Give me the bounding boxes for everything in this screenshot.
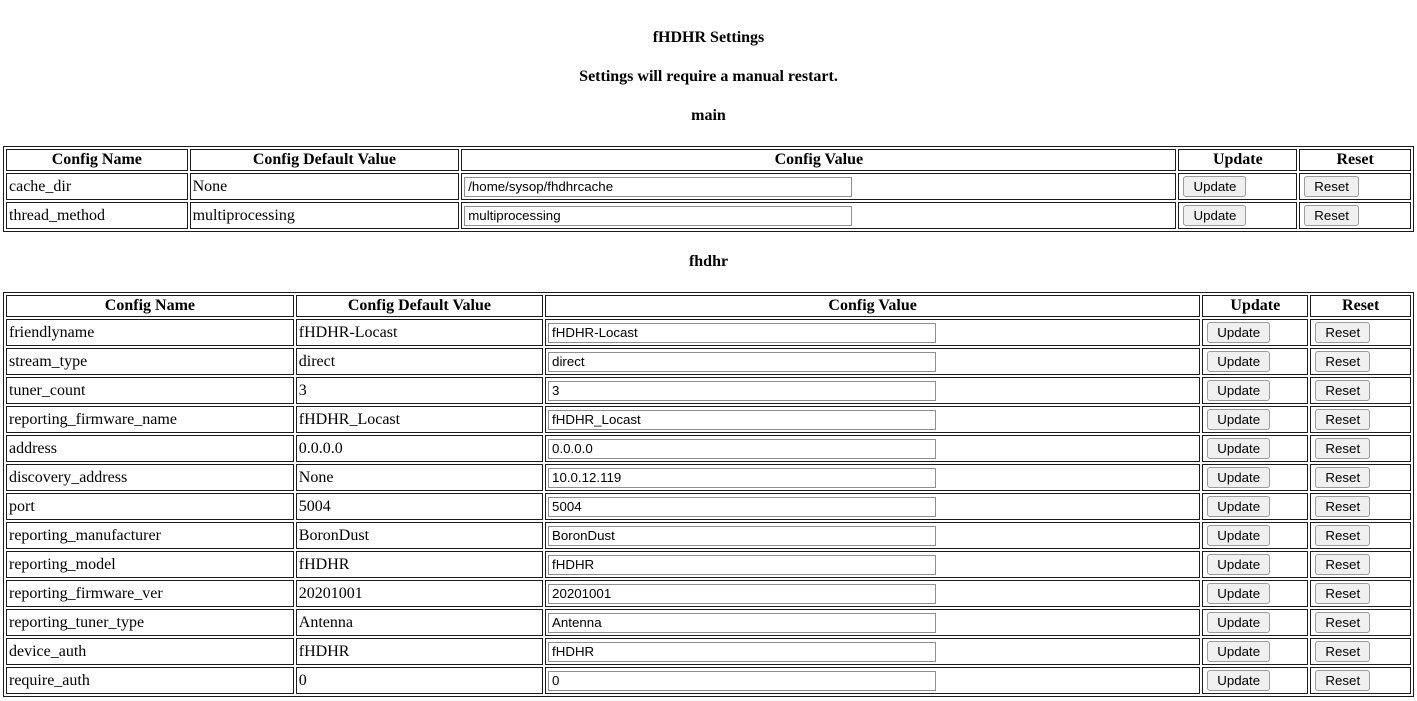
reset-cell (1310, 609, 1411, 636)
reset-cell (1310, 406, 1411, 433)
config-row (6, 435, 1411, 462)
section-title: main (691, 107, 726, 124)
reset-cell (1310, 522, 1411, 549)
update-button[interactable]: Update (1207, 351, 1270, 372)
config-value-cell (545, 319, 1200, 346)
column-header-reset: Reset (1310, 295, 1411, 317)
reset-cell (1310, 493, 1411, 520)
config-name: device_auth (6, 638, 294, 665)
config-value-cell (545, 435, 1200, 462)
config-row (6, 377, 1411, 404)
reset-button[interactable]: Reset (1315, 438, 1370, 459)
update-button[interactable]: Update (1207, 438, 1270, 459)
reset-cell (1310, 435, 1411, 462)
update-cell (1202, 319, 1308, 346)
config-value-input[interactable] (548, 381, 936, 401)
reset-button[interactable]: Reset (1304, 176, 1359, 197)
reset-cell (1310, 638, 1411, 665)
reset-button[interactable]: Reset (1315, 612, 1370, 633)
reset-button[interactable]: Reset (1315, 583, 1370, 604)
update-cell (1178, 202, 1297, 229)
update-cell (1202, 638, 1308, 665)
config-default-value: 3 (296, 377, 543, 404)
config-row (6, 522, 1411, 549)
update-cell (1202, 493, 1308, 520)
reset-cell (1310, 580, 1411, 607)
config-value-input[interactable] (464, 206, 852, 226)
update-button[interactable]: Update (1207, 380, 1270, 401)
config-value-input[interactable] (548, 613, 936, 633)
config-row (6, 667, 1411, 694)
update-cell (1202, 377, 1308, 404)
update-button[interactable]: Update (1207, 612, 1270, 633)
column-header-update: Update (1202, 295, 1308, 317)
column-header-reset: Reset (1299, 149, 1411, 171)
config-value-input[interactable] (464, 177, 852, 197)
config-row (6, 319, 1411, 346)
reset-button[interactable]: Reset (1315, 380, 1370, 401)
column-header-update: Update (1178, 149, 1297, 171)
update-cell (1202, 609, 1308, 636)
update-cell (1202, 580, 1308, 607)
config-value-cell (545, 638, 1200, 665)
update-cell (1202, 522, 1308, 549)
config-name: friendlyname (6, 319, 294, 346)
config-default-value: Antenna (296, 609, 543, 636)
config-name: reporting_manufacturer (6, 522, 294, 549)
update-button[interactable]: Update (1207, 409, 1270, 430)
config-value-cell (545, 406, 1200, 433)
reset-button[interactable]: Reset (1315, 670, 1370, 691)
config-value-input[interactable] (548, 439, 936, 459)
reset-cell (1310, 348, 1411, 375)
config-name: tuner_count (6, 377, 294, 404)
config-name: address (6, 435, 294, 462)
config-value-input[interactable] (548, 642, 936, 662)
reset-button[interactable]: Reset (1315, 525, 1370, 546)
config-default-value: fHDHR_Locast (296, 406, 543, 433)
reset-cell (1310, 377, 1411, 404)
config-name: thread_method (6, 202, 188, 229)
update-button[interactable]: Update (1207, 641, 1270, 662)
page-subtitle: Settings will require a manual restart. (579, 68, 838, 85)
config-default-value: None (296, 464, 543, 491)
update-button[interactable]: Update (1207, 670, 1270, 691)
column-header-config-default-value: Config Default Value (296, 295, 543, 317)
reset-button[interactable]: Reset (1304, 205, 1359, 226)
reset-cell (1299, 173, 1411, 200)
config-table (3, 292, 1414, 697)
config-name: require_auth (6, 667, 294, 694)
config-default-value: 20201001 (296, 580, 543, 607)
config-value-input[interactable] (548, 671, 936, 691)
reset-cell (1310, 551, 1411, 578)
config-row (6, 348, 1411, 375)
config-default-value: None (190, 173, 460, 200)
config-value-cell (545, 580, 1200, 607)
reset-button[interactable]: Reset (1315, 409, 1370, 430)
config-value-input[interactable] (548, 352, 936, 372)
config-table (3, 146, 1414, 232)
config-value-input[interactable] (548, 555, 936, 575)
config-value-cell (545, 348, 1200, 375)
update-cell (1202, 464, 1308, 491)
sections (3, 107, 1414, 697)
config-value-input[interactable] (548, 584, 936, 604)
config-row (6, 406, 1411, 433)
update-cell (1202, 667, 1308, 694)
update-button[interactable]: Update (1207, 583, 1270, 604)
config-default-value: multiprocessing (190, 202, 460, 229)
reset-cell (1310, 319, 1411, 346)
reset-button[interactable]: Reset (1315, 641, 1370, 662)
config-default-value: fHDHR-Locast (296, 319, 543, 346)
config-value-cell (545, 667, 1200, 694)
reset-button[interactable]: Reset (1315, 467, 1370, 488)
config-default-value: direct (296, 348, 543, 375)
config-value-cell (545, 551, 1200, 578)
page-title: fHDHR Settings (652, 29, 765, 46)
reset-button[interactable]: Reset (1315, 496, 1370, 517)
config-value-cell (545, 377, 1200, 404)
config-row (6, 493, 1411, 520)
config-name: reporting_model (6, 551, 294, 578)
config-row (6, 638, 1411, 665)
config-value-cell (545, 609, 1200, 636)
config-row (6, 202, 1411, 229)
config-value-cell (545, 493, 1200, 520)
update-button[interactable]: Update (1207, 554, 1270, 575)
config-row (6, 580, 1411, 607)
column-header-config-value: Config Value (461, 149, 1176, 171)
config-value-input[interactable] (548, 323, 936, 343)
update-cell (1202, 551, 1308, 578)
column-header-config-name: Config Name (6, 295, 294, 317)
update-cell (1202, 435, 1308, 462)
update-button[interactable]: Update (1207, 467, 1270, 488)
config-name: stream_type (6, 348, 294, 375)
update-button[interactable]: Update (1207, 322, 1270, 343)
config-value-input[interactable] (548, 497, 936, 517)
config-row (6, 464, 1411, 491)
config-default-value: 0.0.0.0 (296, 435, 543, 462)
config-name: cache_dir (6, 173, 188, 200)
update-button[interactable]: Update (1183, 205, 1246, 226)
config-value-cell (461, 202, 1176, 229)
config-value-cell (545, 522, 1200, 549)
update-cell (1178, 173, 1297, 200)
config-name: reporting_tuner_type (6, 609, 294, 636)
table-header-row (6, 149, 1411, 171)
config-name: reporting_firmware_name (6, 406, 294, 433)
config-default-value: 5004 (296, 493, 543, 520)
config-row (6, 173, 1411, 200)
config-default-value: fHDHR (296, 638, 543, 665)
reset-button[interactable]: Reset (1315, 322, 1370, 343)
config-name: discovery_address (6, 464, 294, 491)
update-cell (1202, 348, 1308, 375)
config-default-value: 0 (296, 667, 543, 694)
column-header-config-value: Config Value (545, 295, 1200, 317)
reset-cell (1310, 667, 1411, 694)
reset-cell (1299, 202, 1411, 229)
column-header-config-name: Config Name (6, 149, 188, 171)
section-title: fhdhr (688, 253, 729, 270)
config-value-input[interactable] (548, 410, 936, 430)
reset-cell (1310, 464, 1411, 491)
table-header-row (6, 295, 1411, 317)
config-name: reporting_firmware_ver (6, 580, 294, 607)
column-header-config-default-value: Config Default Value (190, 149, 460, 171)
config-value-cell (545, 464, 1200, 491)
config-value-input[interactable] (548, 526, 936, 546)
reset-button[interactable]: Reset (1315, 554, 1370, 575)
update-cell (1202, 406, 1308, 433)
update-button[interactable]: Update (1207, 525, 1270, 546)
update-button[interactable]: Update (1183, 176, 1246, 197)
config-value-cell (461, 173, 1176, 200)
config-row (6, 551, 1411, 578)
reset-button[interactable]: Reset (1315, 351, 1370, 372)
config-default-value: BoronDust (296, 522, 543, 549)
config-row (6, 609, 1411, 636)
config-value-input[interactable] (548, 468, 936, 488)
update-button[interactable]: Update (1207, 496, 1270, 517)
config-default-value: fHDHR (296, 551, 543, 578)
config-name: port (6, 493, 294, 520)
